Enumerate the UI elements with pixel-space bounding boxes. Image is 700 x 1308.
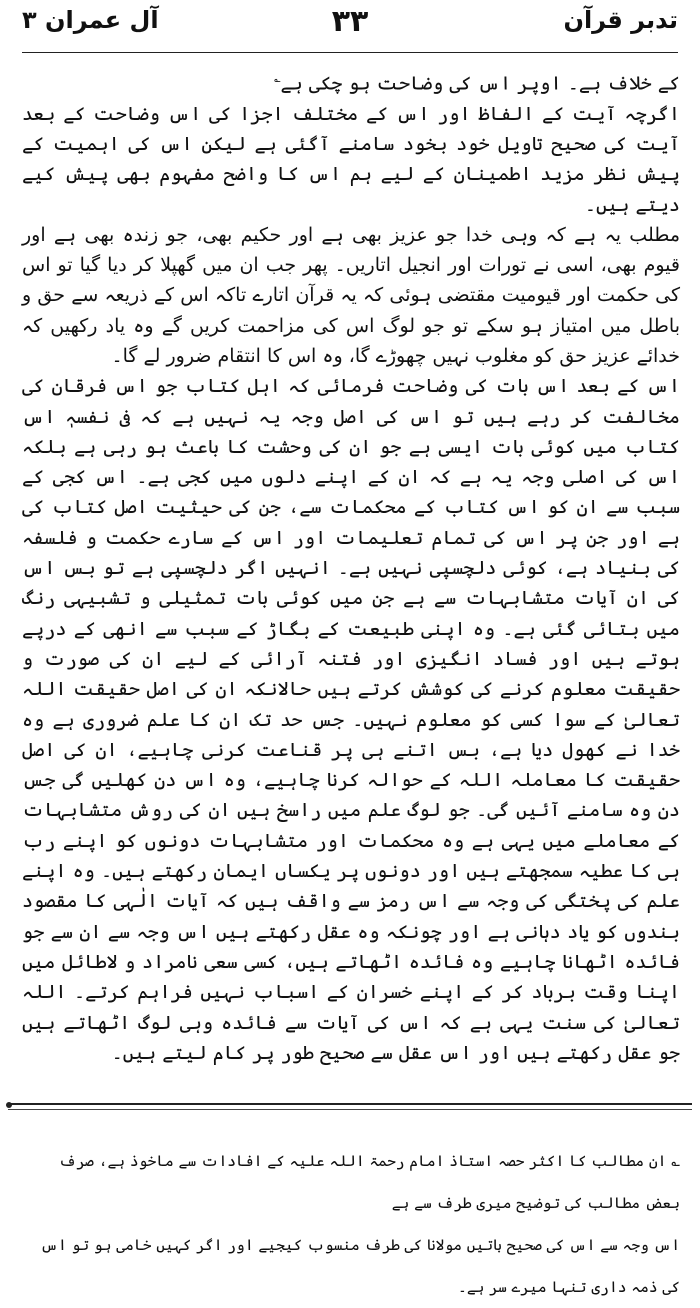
paragraph-2: اگرچہ آیت کے الفاظ اور اس کے مختلف اجزا کی اس وضاحت کے بعد آیت کی صحیح تاویل خود بخود سامنے آگئی ہے لیکن اس کی اہمیت کے پیش نظر مزید اطمینان کے لیے ہم اس کا واضح مفہوم بھی پیش کیے دیتے ہیں۔ [22,102,680,216]
paragraph-3: مطلب یہ ہے کہ وہی خدا جو عزیز بھی ہے اور حکیم بھی، جو زندہ بھی ہے اور قیوم بھی، اسی نے تورات اور انجیل اتاریں۔ پھر جب ان میں گھپلا کر دیا گیا تو اس کی حکمت اور قیومیت مقتضی ہوئی کہ یہ قرآن اتارے تاکہ اس کے ذریعہ سے حق و باطل میں امتیاز ہو سکے تو جو لوگ اس کی مزاحمت کریں گے وہ یاد رکھیں کہ خدائے عزیز حق کو مغلوب نہیں چھوڑے گا، وہ اس کا انتقام ضرور لے گا۔ [22,223,680,367]
page-number: ۳۳ [331,4,369,39]
footnotes [22,1140,680,1308]
footnote-line-1: ؎ ان مطالب کا اکثر حصہ استاذ امام رحمۃ اللہ علیہ کے افادات سے ماخوذ ہے، صرف بعض مطالب کی توضیح میری طرف سے ہے [58,1152,680,1212]
book-title: تدبر قرآن [563,6,678,34]
footnote-marker: ؎ [274,72,281,85]
paragraph-1-text: کے خلاف ہے۔ اوپر اس کی وضاحت ہو چکی ہے [280,72,680,95]
surah-name: آل عمران ۳ [22,6,159,34]
footnote-line-2: اس وجہ سے اس کی صحیح باتیں مولانا کی طرف منسوب کیجیے اور اگر کہیں خامی ہو تو اس کی ذمہ داری تنہا میرے سر ہے۔ [40,1236,680,1296]
page-header [22,4,678,48]
header-rule [22,52,678,53]
paragraph-4: اس کے بعد اس بات کی وضاحت فرمائی کہ اہل کتاب جو اس فرقان کی مخالفت کر رہے ہیں تو اس کی اصل وجہ یہ نہیں ہے کہ فی نفسہٖ اس کتاب میں کوئی بات ایسی ہے جو ان کی وحشت کا باعث ہو رہی ہے بلکہ اس کی اصلی وجہ یہ ہے کہ ان کے اپنے دلوں میں کجی ہے۔ اس کجی کے سبب سے ان کو اس کتاب کے محکمات سے، جن کی حیثیت اصل کتاب کی ہے اور جن پر اس کی تمام تعلیمات اور اس کے سارے حکمت و فلسفہ کی بنیاد ہے، کوئی دلچسپی نہیں ہے۔ انہیں اگر دلچسپی ہے تو بس اس کی ان آیات متشابہات سے ہے جن میں کوئی بات تمثیلی و تشبیہی رنگ میں بتائی گئی ہے۔ وہ اپنی طبیعت کے بگاڑ کے سبب سے انھی کے درپے ہوتے ہیں اور فساد انگیزی اور فتنہ آرائی کے لیے ان کی صورت و حقیقت معلوم کرنے کی کوشش کرتے ہیں حالانکہ ان کی اصل حقیقت اللہ تعالیٰ کے سوا کسی کو معلوم نہیں۔ جس حد تک ان کا علم ضروری ہے وہ خدا نے کھول دیا ہے، بس اتنے ہی پر قناعت کرنی چاہیے، ان کی اصل حقیقت کا معاملہ اللہ کے حوالہ کرنا چاہیے، وہ اس دن کھلیں گی جس دن وہ سامنے آئیں گی۔ جو لوگ علم میں راسخ ہیں ان کی روش متشابہات کے معاملے میں یہی ہے وہ محکمات اور متشابہات دونوں کو اپنے رب ہی کا عطیہ سمجھتے ہیں اور دونوں پر یکساں ایمان رکھتے ہیں۔ وہ اپنے علم کی پختگی کی وجہ سے اس رمز سے واقف ہیں کہ آیات الٰہی کا مقصود بندوں کو یاد دہانی ہے اور چونکہ وہ عقل رکھتے ہیں اس وجہ سے ان سے جو فائدہ اٹھانا چاہیے وہ فائدہ اٹھاتے ہیں، کسی سعی نامراد و لاطائل میں اپنا وقت برباد کر کے اپنے خسران کے اسباب نہیں فراہم کرتے۔ اللہ تعالیٰ کی سنت یہی ہے کہ اس کی آیات سے فائدہ وہی لوگ اٹھاتے ہیں جو عقل رکھتے ہیں اور اس عقل سے صحیح طور پر کام لیتے ہیں۔ [22,375,680,1064]
footnote-separator-thick [8,1103,692,1105]
main-text [22,64,680,1068]
footnote-separator-thin [8,1109,692,1110]
paragraph-1 [22,64,680,99]
